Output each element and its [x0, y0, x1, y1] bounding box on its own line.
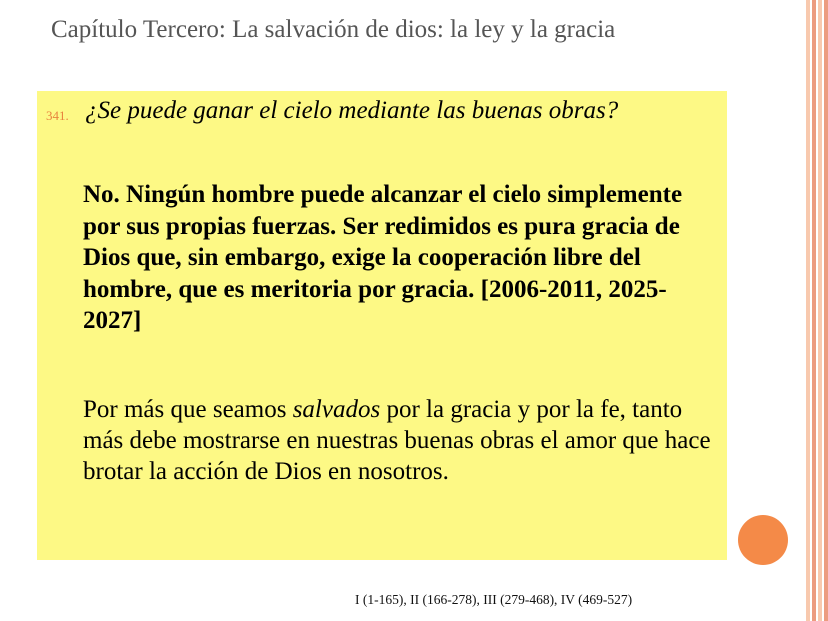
- item-number: 341.: [46, 108, 69, 123]
- slide-title: Capítulo Tercero: La salvación de dios: la ley y la gracia: [51, 16, 616, 43]
- commentary-text-before: Por más que seamos: [83, 396, 293, 423]
- orange-circle-decoration: [738, 515, 788, 565]
- highlighted-content-box: [37, 91, 727, 560]
- footer-section-ranges: I (1-165), II (166-278), III (279-468), IV (469-527): [355, 592, 633, 607]
- right-border-stripe-1: [806, 0, 810, 621]
- right-border-stripe-4: [824, 0, 828, 621]
- right-border-stripe-2: [812, 0, 816, 621]
- right-border-stripe-3: [818, 0, 822, 621]
- commentary-text: [83, 394, 723, 487]
- commentary-text-after: por la gracia y por la fe, tanto más debe mostrarse en nuestras buenas obras el amor que hace brotar la acción de Dios en nosotros.: [83, 396, 711, 485]
- question-text: ¿Se puede ganar el cielo mediante las buenas obras?: [85, 97, 619, 124]
- answer-text: No. Ningún hombre puede alcanzar el cielo simplemente por sus propias fuerzas. Ser redimidos es pura gracia de Dios que, sin embargo, exige la cooperación libre del hombre, que es meritoria por gracia. [2006-2011, 2025-2027]: [83, 181, 683, 334]
- commentary-emphasis: salvados: [292, 396, 381, 423]
